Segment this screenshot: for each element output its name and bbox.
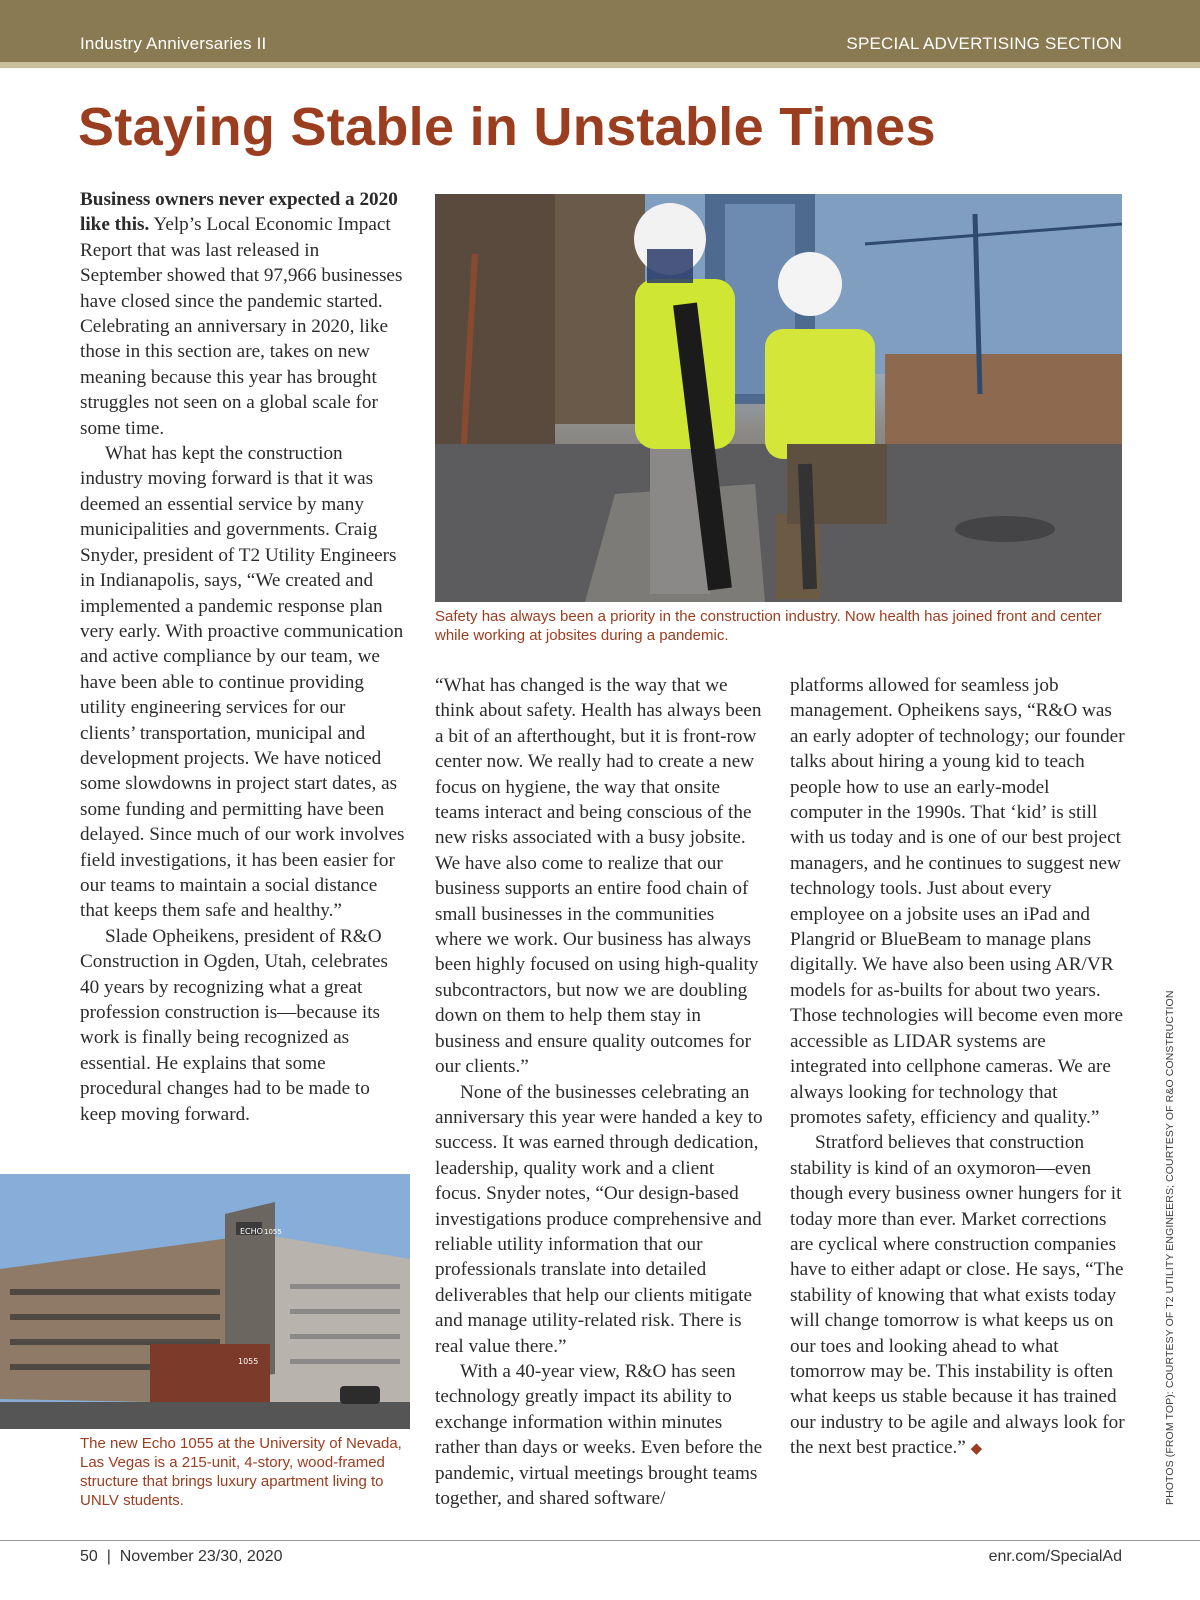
photo-caption-top: Safety has always been a priority in the construction industry. Now health has joined front and center while working at jobsites during a pandemic. <box>435 608 1102 644</box>
text-column-3 <box>790 673 1125 1463</box>
footer-page-info <box>80 1548 283 1566</box>
paragraph: With a 40-year view, R&O has seen technology greatly impact its ability to exchange information within minutes rather than days or weeks. Even before the pandemic, virtual meetings brought teams together, and shared software/ <box>435 1360 763 1509</box>
echo-1055-building-photo <box>0 1174 410 1429</box>
paragraph: What has kept the construction industry moving forward is that it was deemed an essential service by many municipalities and governments. Craig Snyder, president of T2 Utility Engineers in Indianapolis, says, “We created and implemented a pandemic response plan very early. With proactive communication and active compliance by our team, we have been able to continue providing utility engineering services for our clients’ transportation, municipal and development projects. We have noticed some slowdowns in project start dates, as some funding and permitting have been delayed. Since much of our work involves field investigations, it has been easier for our teams to maintain a social distance that keeps them safe and healthy.” <box>80 443 405 922</box>
section-name: Industry Anniversaries II <box>80 34 267 53</box>
footer-url: enr.com/SpecialAd <box>988 1548 1122 1565</box>
jobsite-workers-photo <box>435 194 1122 602</box>
paragraph <box>80 187 405 441</box>
article-title: Staying Stable in Unstable Times <box>78 97 936 157</box>
header-divider <box>0 62 1200 68</box>
page-number: 50 <box>80 1548 98 1565</box>
paragraph: “What has changed is the way that we think about safety. Health has always been a bit of an afterthought, but it is front-row center now. We really had to create a new focus on hygiene, the way that onsite teams interact and being conscious of the new risks associated with a busy jobsite. We have also come to realize that our business supports an entire food chain of small businesses in the communities where we work. Our business has always been highly focused on using high-quality subcontractors, but now we are doubling down on them to help them stay in business and ensure quality outcomes for our clients.” <box>435 675 762 1078</box>
paragraph-text: Stratford believes that construction stability is kind of an oxymoron—even though every business owner hungers for it today more than ever. Market corrections are cyclical where construction companies have to either adapt or close. He says, “The stability of knowing that what exists today will change tomorrow is what keeps us on our toes and looking ahead to what tomorrow may be. This instability is often what keeps us stable because it has trained our industry to be agile and always look for the next best practice.” <box>790 1132 1125 1459</box>
paragraph: platforms allowed for seamless job management. Opheikens says, “R&O was an early adopter of technology; our founder talks about hiring a young kid to teach people how to use an early-model computer in the 1990s. That ‘kid’ is still with us today and is one of our best project managers, and he continues to suggest new technology tools. Just about every employee on a jobsite uses an iPad and Plangrid or BlueBeam to manage plans digitally. We have also been using AR/VR models for as-builts for about two years. Those technologies will become even more accessible as LIDAR systems are integrated into cellphone cameras. We are always looking for technology that promotes safety, efficiency and quality.” <box>790 675 1125 1128</box>
issue-date: November 23/30, 2020 <box>119 1548 283 1565</box>
footer-separator: | <box>106 1548 111 1565</box>
paragraph <box>790 1130 1125 1462</box>
building-sign: ECHO <box>240 1227 263 1236</box>
paragraph: Slade Opheikens, president of R&O Construction in Ogden, Utah, celebrates 40 years by recognizing what a great profession construction is—because its work is finally being recognized as essential. He explains that some procedural changes had to be made to keep moving forward. <box>80 925 388 1125</box>
jobsite-photo-illustration <box>435 194 1122 602</box>
end-mark-icon: ◆ <box>970 1441 983 1458</box>
text-column-1 <box>80 187 405 1127</box>
lead-in: Business owners never expected a 2020 like this. <box>80 189 398 236</box>
photo-credit: PHOTOS (FROM TOP): COURTESY OF T2 UTILITY ENGINEERS; COURTESY OF R&O CONSTRUCTION <box>1164 990 1176 1505</box>
building-street-number: 1055 <box>238 1357 259 1366</box>
building-sign-number: 1055 <box>264 1228 282 1236</box>
paragraph: None of the businesses celebrating an anniversary this year were handed a key to success. It was earned through dedication, leadership, quality work and a client focus. Snyder notes, “Our design-based investigations produce comprehensive and reliable utility information that our professionals translate into detailed deliverables that help our clients mitigate and manage utility-related risk. There is real value there.” <box>435 1081 763 1357</box>
paragraph-text: Yelp’s Local Economic Impact Report that was last released in September showed that 97,966 businesses have closed since the pandemic started. Celebrating an anniversary in 2020, like those in this section are, takes on new meaning because this year has brought struggles not seen on a global scale for some time. <box>80 214 403 439</box>
photo-caption-bottom: The new Echo 1055 at the University of Nevada, Las Vegas is a 215-unit, 4-story, wood-framed structure that brings luxury apartment living to UNLV students. <box>80 1435 402 1509</box>
section-type-label: SPECIAL ADVERTISING SECTION <box>846 34 1122 53</box>
text-column-2 <box>435 673 765 1511</box>
building-photo-illustration <box>0 1174 410 1429</box>
footer-divider <box>0 1540 1200 1541</box>
